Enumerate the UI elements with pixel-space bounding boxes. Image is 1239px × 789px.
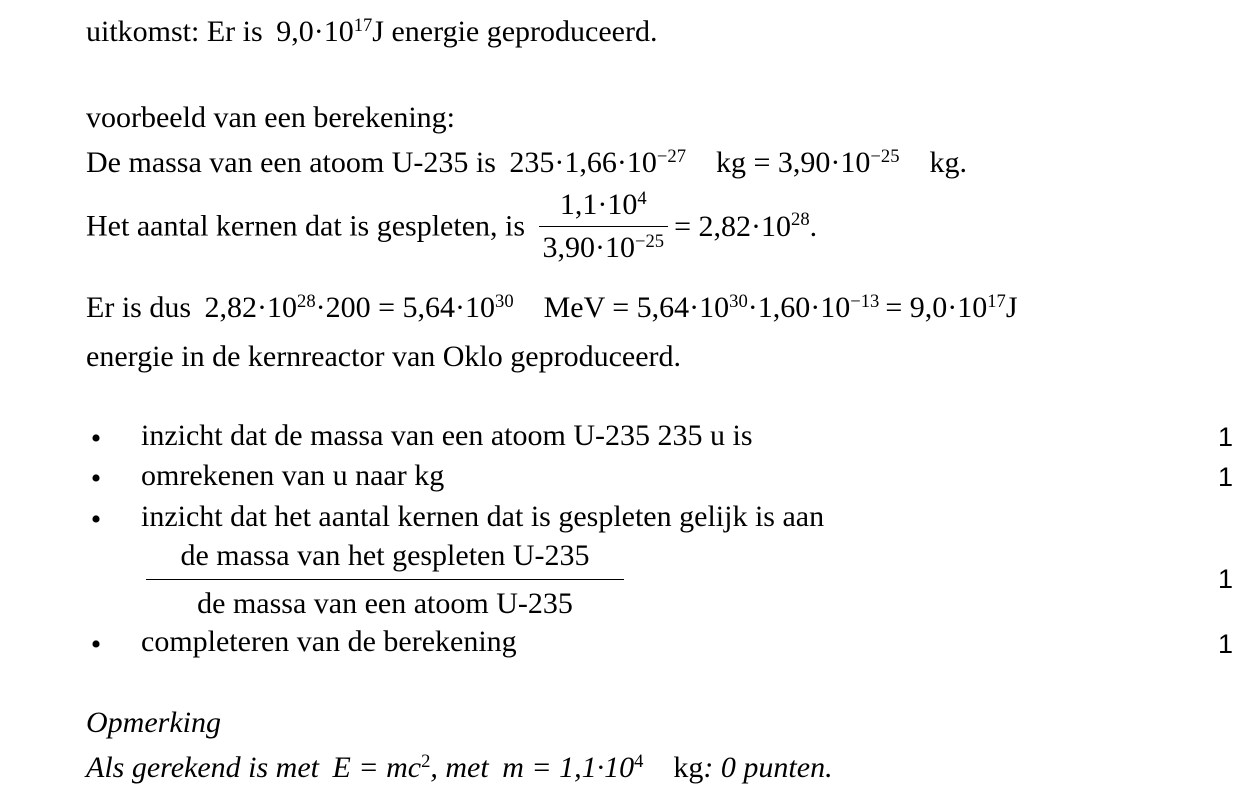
- scoring-points: 1: [1217, 629, 1233, 659]
- result-value: $9,0\cdot 10^{17}J$: [276, 14, 384, 48]
- result-line: [86, 14, 658, 48]
- nuclei-count-line: Het aantal kernen dat is gespleten, is $\frac{1,1\cdot 10^4}{3,90\cdot 10^{-25}}$ = $2,82\cdot 10^{28}$.: [86, 187, 818, 264]
- remark-title: Opmerking: [86, 706, 221, 739]
- example-heading: voorbeeld van een berekening:: [86, 101, 456, 134]
- result-label: uitkomst: Er is: [86, 15, 263, 48]
- bullet-icon: •: [90, 628, 102, 661]
- energy-calc-line: Er is dus $2,82\cdot 10^{28}\cdot 200 = 5,64\cdot 10^{30}$ MeV = $5,64\cdot 10^{30}\cdot 1,60\cdot 10^{-13} = 9,0\cdot 10^{17}J$: [86, 290, 1018, 324]
- scoring-points: 1: [1217, 462, 1233, 492]
- bullet-icon: •: [90, 503, 102, 536]
- remark-text: Als gerekend is met $E = mc^2$, met $m = 1,1\cdot 10^4$ kg: 0 punten.: [86, 750, 833, 784]
- scoring-item: omrekenen van u naar kg: [141, 459, 445, 492]
- scoring-item: inzicht dat het aantal kernen dat is gespleten gelijk is aan: [141, 500, 825, 533]
- nuclei-ratio-fraction: [146, 541, 624, 619]
- fraction-numerator: de massa van het gespleten U-235: [146, 541, 624, 580]
- scoring-item: inzicht dat de massa van een atoom U-235 235 u is: [141, 419, 753, 452]
- scoring-points: 1: [1217, 422, 1233, 452]
- scoring-points: 1: [1217, 564, 1233, 594]
- energy-conclusion-line: energie in de kernreactor van Oklo geproduceerd.: [86, 340, 682, 373]
- result-suffix: energie geproduceerd.: [391, 15, 658, 48]
- nuclei-fraction: $\frac{1,1\cdot 10^4}{3,90\cdot 10^{-25}}$: [539, 190, 669, 263]
- scoring-item: completeren van de berekening: [141, 625, 517, 658]
- bullet-icon: •: [90, 462, 102, 495]
- bullet-icon: •: [90, 422, 102, 455]
- fraction-denominator: de massa van een atoom U-235: [197, 587, 573, 620]
- mass-atom-line: De massa van een atoom U-235 is $235\cdot 1,66\cdot 10^{-27}$ kg = $3,90\cdot 10^{-25}$ kg.: [86, 145, 968, 179]
